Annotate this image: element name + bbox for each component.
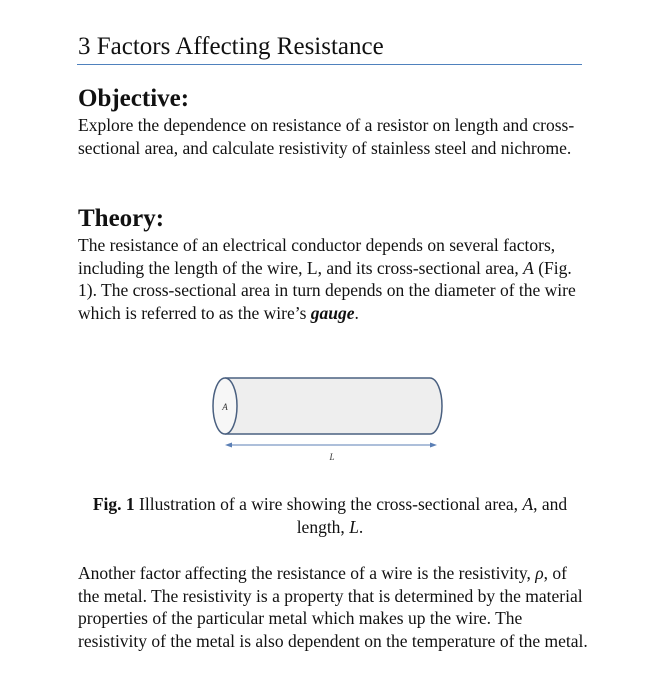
resistivity-paragraph	[78, 562, 588, 652]
length-arrow-right-head	[430, 443, 437, 448]
resistivity-text-2: , of the metal. The resistivity is a property that is determined by the material properties of the particular metal which makes up the wire. The resistivity of the metal is also dependent on the temperature of the metal.	[78, 563, 588, 651]
caption-length-symbol: L	[349, 516, 359, 537]
theory-gauge-term: gauge	[310, 302, 355, 323]
page-title: 3 Factors Affecting Resistance	[78, 33, 384, 60]
theory-text-1: The resistance of an electrical conductor depends on several factors, including the length of the wire, L, and its cross-sectional area,	[78, 235, 556, 278]
caption-text-1: Illustration of a wire showing the cross-sectional area,	[134, 494, 523, 514]
theory-text-2: (Fig. 1). The cross-sectional area in turn depends on the diameter of the wire which is referred to as the wire’s	[78, 257, 576, 323]
length-arrow-left-head	[225, 443, 232, 448]
resistivity-text-1: Another factor affecting the resistance of a wire is the resistivity,	[78, 563, 536, 583]
theory-paragraph	[78, 234, 588, 324]
caption-text-2: , and length,	[296, 494, 568, 537]
area-label: A	[222, 402, 228, 412]
rho-symbol: ρ	[535, 563, 544, 583]
figure-caption	[70, 493, 590, 538]
theory-text-end: .	[354, 302, 359, 323]
wire-illustration	[205, 368, 455, 468]
caption-label: Fig. 1	[92, 494, 135, 514]
length-label: L	[329, 452, 335, 462]
theory-heading: Theory:	[78, 205, 165, 232]
theory-area-symbol: A	[523, 257, 534, 278]
title-underline	[77, 64, 582, 65]
objective-heading: Objective:	[78, 85, 190, 112]
caption-end: .	[358, 516, 364, 537]
wire-body	[225, 378, 442, 434]
caption-area-symbol: A	[522, 494, 534, 514]
objective-text: Explore the dependence on resistance of a resistor on length and cross-sectional area, and calculate resistivity of stainless steel and nichrome.	[78, 115, 575, 158]
